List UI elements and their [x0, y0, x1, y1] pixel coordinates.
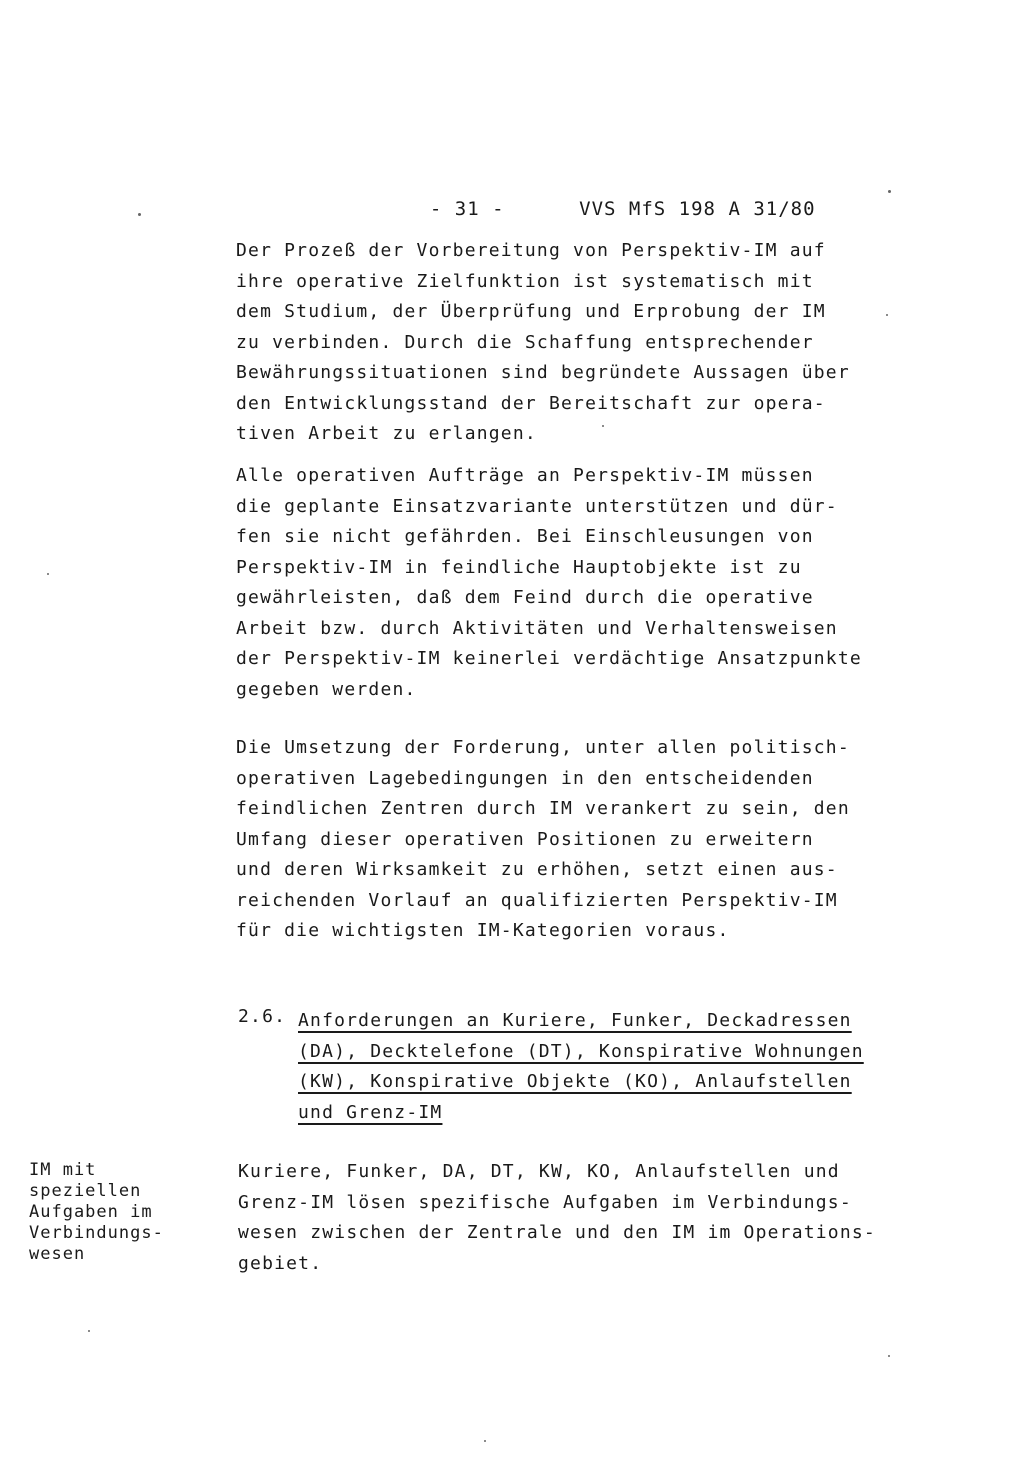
margin-note-line: speziellen [29, 1181, 142, 1201]
paragraph-2 [236, 461, 862, 705]
text-line: Die Umsetzung der Forderung, unter allen politisch- [236, 737, 850, 758]
document-reference: VVS MfS 198 A 31/80 [579, 198, 816, 220]
paragraph-3 [236, 733, 850, 947]
text-line: und deren Wirksamkeit zu erhöhen, setzt einen aus- [236, 859, 838, 880]
scan-speck [886, 314, 888, 316]
text-line: Grenz-IM lösen spezifische Aufgaben im Verbindungs- [238, 1191, 852, 1213]
text-line: die geplante Einsatzvariante unterstützen und dür- [236, 495, 838, 517]
paragraph-1 [236, 236, 850, 450]
text-line: zu verbinden. Durch die Schaffung entsprechender [236, 331, 814, 353]
text-line: tiven Arbeit zu erlangen. [236, 423, 537, 444]
text-line: gebiet. [238, 1252, 323, 1274]
text-line: gegeben werden. [236, 678, 417, 700]
text-line: den Entwicklungsstand der Bereitschaft zur opera- [236, 392, 826, 414]
heading-line: Anforderungen an Kuriere, Funker, Deckadressen [298, 1010, 852, 1031]
section-number: 2.6. [238, 1006, 287, 1027]
margin-note-line: Aufgaben im [29, 1202, 153, 1222]
text-line: der Perspektiv-IM keinerlei verdächtige Ansatzpunkte [236, 648, 862, 669]
text-line: reichenden Vorlauf an qualifizierten Perspektiv-IM [236, 889, 838, 911]
margin-note-line: Verbindungs- [29, 1223, 164, 1243]
margin-note [29, 1160, 164, 1265]
margin-note-line: IM mit [29, 1160, 97, 1180]
page-number: - 31 - [429, 198, 505, 220]
text-line: operativen Lagebedingungen in den entscheidenden [236, 767, 814, 789]
margin-note-line: wesen [29, 1244, 86, 1264]
text-line: Bewährungssituationen sind begründete Aussagen über [236, 362, 850, 383]
text-line: Der Prozeß der Vorbereitung von Perspektiv-IM auf [236, 240, 826, 261]
page-header [405, 176, 816, 220]
text-line: wesen zwischen der Zentrale und den IM im Operations- [238, 1222, 876, 1243]
text-line: feindlichen Zentren durch IM verankert zu sein, den [236, 798, 850, 819]
text-line: dem Studium, der Überprüfung und Erprobung der IM [236, 301, 826, 322]
text-line: gewährleisten, daß dem Feind durch die operative [236, 587, 814, 608]
text-line: Arbeit bzw. durch Aktivitäten und Verhaltensweisen [236, 617, 838, 639]
text-line: fen sie nicht gefährden. Bei Einschleusungen von [236, 526, 814, 547]
paragraph-4 [238, 1157, 876, 1279]
scan-speck [484, 1440, 486, 1442]
scan-speck [88, 1330, 90, 1332]
text-line: ihre operative Zielfunktion ist systematisch mit [236, 270, 814, 292]
heading-line: (KW), Konspirative Objekte (KO), Anlaufstellen [298, 1071, 852, 1092]
text-line: Kuriere, Funker, DA, DT, KW, KO, Anlaufstellen und [238, 1161, 840, 1182]
scan-speck [888, 1355, 890, 1357]
heading-line: und Grenz-IM [298, 1101, 443, 1123]
text-line: Perspektiv-IM in feindliche Hauptobjekte ist zu [236, 556, 802, 578]
text-line: Alle operativen Aufträge an Perspektiv-IM müssen [236, 465, 814, 486]
text-line: für die wichtigsten IM-Kategorien voraus. [236, 920, 730, 941]
text-line: Umfang dieser operativen Positionen zu erweitern [236, 828, 814, 850]
heading-line: (DA), Decktelefone (DT), Konspirative Wohnungen [298, 1040, 864, 1062]
scan-speck [602, 425, 604, 427]
scan-speck [138, 213, 141, 216]
scan-speck [47, 573, 49, 575]
scan-speck [888, 190, 891, 193]
section-heading [298, 1006, 864, 1128]
